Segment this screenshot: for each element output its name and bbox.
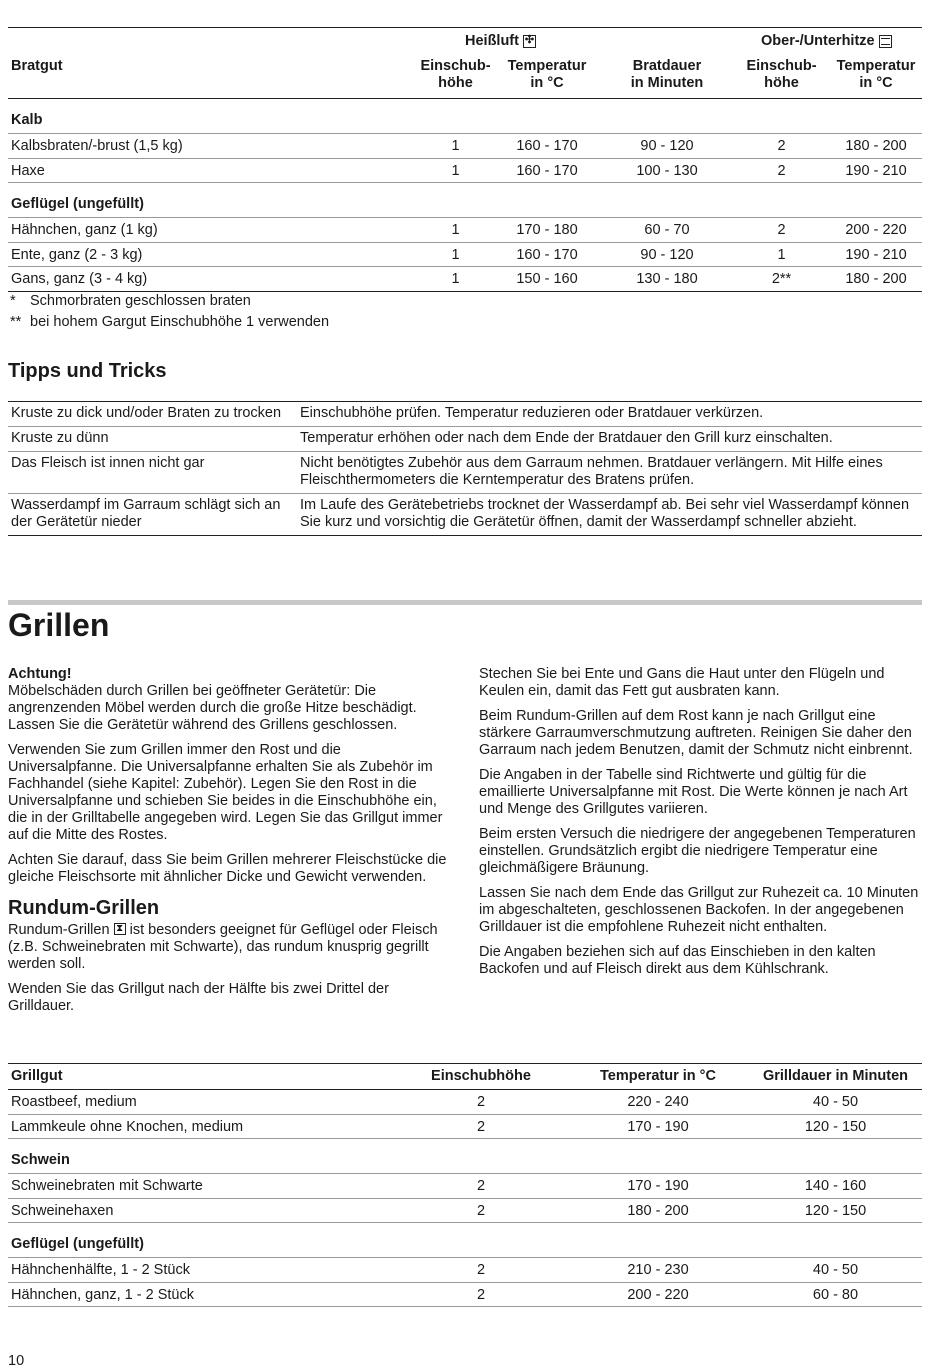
tip-solution: Im Laufe des Gerätebetriebs trocknet der Wasserdampf ab. Bei sehr viel Wasserdampf können Sie kurz und vorsichtig die Gerätetür öffnen, damit der Wasserdampf schneller abzieht.: [300, 497, 910, 530]
table-row: [8, 1199, 922, 1224]
roasting-table: [8, 27, 922, 292]
tips-row: [8, 494, 922, 535]
cell-duration: 100 - 130: [636, 162, 698, 179]
section-row: [8, 1223, 922, 1258]
cell-temperature: 200 - 220: [627, 1286, 689, 1303]
cell-level-hot-air: 1: [451, 222, 460, 238]
table-row: [8, 218, 922, 243]
header-level-top-bottom: Einschub- höhe: [746, 58, 817, 91]
table-row: [8, 1174, 922, 1199]
header-grill-food: Grillgut: [11, 1068, 63, 1084]
cell-temp-hot-air: 160 - 170: [516, 138, 578, 154]
hot-air-fan-icon: [523, 35, 536, 48]
grillen-heading: Grillen: [8, 607, 110, 643]
roasting-table-group-header: [8, 28, 922, 51]
cell-grill-duration: 120 - 150: [804, 1118, 867, 1135]
footnote-2: [10, 314, 329, 331]
top-bottom-heat-label: Ober-/Unterhitze: [761, 33, 875, 49]
cell-food: Hähnchen, ganz (1 kg): [11, 222, 158, 238]
rundum-description: ist besonders geeignet für Geflügel oder Fleisch (z.B. Schweinebraten mit Schwarte), das rundum knusprig gegrillt werden soll.: [8, 922, 438, 972]
tips-heading: Tipps und Tricks: [8, 360, 167, 382]
table-row: [8, 243, 922, 268]
header-temp-hot-air: Temperatur in °C: [507, 58, 587, 91]
cell-level-hot-air: 1: [451, 246, 460, 263]
tips-row: [8, 427, 922, 452]
paragraph: Achten Sie darauf, dass Sie beim Grillen mehrerer Fleischstücke die gleiche Fleischsorte mit ähnlicher Dicke und Gewicht verwenden.: [8, 852, 447, 885]
roasting-table-header: [8, 51, 922, 99]
grilling-table: [8, 1063, 922, 1307]
top-bottom-heat-icon: [879, 35, 892, 48]
cell-grill-duration: 120 - 150: [804, 1202, 867, 1219]
cell-temp-hot-air: 160 - 170: [516, 162, 578, 179]
table-row: [8, 1090, 922, 1115]
tip-solution: Temperatur erhöhen oder nach dem Ende der Bratdauer den Grill kurz einschalten.: [300, 430, 833, 446]
section-title: Geflügel (ungefüllt): [11, 1236, 144, 1252]
table-row: [8, 1283, 922, 1308]
rotisserie-icon: [114, 923, 126, 935]
header-food: Bratgut: [11, 58, 63, 74]
header-grill-duration: Grilldauer in Minuten: [762, 1068, 908, 1084]
cell-duration: 90 - 120: [640, 246, 694, 263]
section-divider: [8, 600, 922, 605]
cell-grill-food: Hähnchenhälfte, 1 - 2 Stück: [11, 1262, 190, 1278]
cell-level: 2: [476, 1286, 486, 1303]
rundum-paragraph-1: [8, 922, 448, 973]
cell-level: 2: [476, 1262, 486, 1278]
section-title: Schwein: [11, 1152, 70, 1168]
grilling-table-header: [8, 1064, 922, 1090]
cell-level-top-bottom: 2: [777, 162, 786, 179]
cell-grill-duration: 40 - 50: [812, 1262, 859, 1278]
cell-temperature: 210 - 230: [627, 1262, 689, 1278]
cell-grill-food: Roastbeef, medium: [11, 1094, 137, 1110]
cell-level: 2: [476, 1118, 486, 1135]
table-row: [8, 159, 922, 184]
top-bottom-heat-group: [761, 33, 892, 50]
cell-food: Ente, ganz (2 - 3 kg): [11, 246, 143, 263]
footnote-mark: **: [10, 314, 22, 330]
cell-duration: 60 - 70: [644, 222, 690, 238]
cell-temp-top-bottom: 180 - 200: [845, 271, 907, 287]
cell-temperature: 180 - 200: [627, 1202, 689, 1219]
cell-grill-food: Schweinebraten mit Schwarte: [11, 1178, 203, 1194]
table-row: [8, 267, 922, 292]
paragraph: Die Angaben in der Tabelle sind Richtwerte und gültig für die emaillierte Universalpfanne mit Rost. Die Werte können je nach Art und Menge des Grillgutes variieren.: [479, 767, 908, 817]
cell-food: Kalbsbraten/-brust (1,5 kg): [11, 138, 183, 154]
cell-grill-duration: 140 - 160: [804, 1178, 867, 1194]
cell-temperature: 170 - 190: [627, 1178, 689, 1194]
rundum-grillen-heading: Rundum-Grillen: [8, 897, 160, 919]
section-row: [8, 99, 922, 134]
table-row: [8, 1115, 922, 1140]
footnote-1: [10, 293, 251, 310]
header-level-hot-air: Einschub- höhe: [420, 58, 491, 91]
cell-grill-duration: 40 - 50: [812, 1094, 859, 1110]
cell-grill-duration: 60 - 80: [812, 1286, 859, 1303]
cell-grill-food: Schweinehaxen: [11, 1202, 114, 1219]
cell-grill-food: Hähnchen, ganz, 1 - 2 Stück: [11, 1286, 194, 1303]
left-column: [8, 666, 448, 1023]
cell-food: Haxe: [11, 162, 45, 179]
left-paragraphs: [8, 742, 448, 886]
paragraph: Beim Rundum-Grillen auf dem Rost kann je nach Grillgut eine stärkere Garraumverschmutzung auftreten. Reinigen Sie daher den Garraum nach jedem Benutzen, damit der Schmutz nicht einbrennt.: [479, 708, 913, 758]
cell-level: 2: [476, 1094, 486, 1110]
cell-temp-top-bottom: 180 - 200: [845, 138, 907, 154]
roasting-table-body: [8, 99, 922, 292]
right-column: [479, 666, 919, 986]
footnote-text: Schmorbraten geschlossen braten: [30, 293, 251, 309]
rundum-paragraph-2: Wenden Sie das Grillgut nach der Hälfte bis zwei Drittel der Grilldauer.: [8, 981, 389, 1014]
cell-level: 2: [476, 1178, 486, 1194]
cell-temp-top-bottom: 190 - 210: [845, 162, 907, 179]
header-level: Einschubhöhe: [431, 1068, 531, 1084]
cell-level-hot-air: 1: [451, 162, 460, 179]
footnote-mark: *: [10, 293, 16, 309]
footnote-text: bei hohem Gargut Einschubhöhe 1 verwenden: [30, 314, 330, 330]
paragraph: Stechen Sie bei Ente und Gans die Haut unter den Flügeln und Keulen ein, damit das Fett gut ausbraten kann.: [479, 666, 885, 699]
section-title: Kalb: [11, 112, 43, 128]
cell-duration: 90 - 120: [640, 138, 694, 154]
cell-level-hot-air: 1: [451, 138, 460, 154]
tip-problem: Kruste zu dick und/oder Braten zu trocken: [11, 405, 282, 421]
header-temperature: Temperatur in °C: [600, 1068, 716, 1084]
section-row: [8, 183, 922, 218]
cell-temp-hot-air: 160 - 170: [516, 246, 578, 263]
tip-problem: Wasserdampf im Garraum schlägt sich an der Gerätetür nieder: [11, 497, 281, 530]
cell-temperature: 170 - 190: [627, 1118, 689, 1135]
cell-temp-top-bottom: 190 - 210: [845, 246, 907, 263]
hot-air-group: [465, 33, 536, 50]
cell-level-top-bottom: 1: [777, 246, 786, 263]
grilling-table-body: [8, 1090, 922, 1307]
cell-level-top-bottom: 2**: [771, 271, 792, 287]
header-temp-top-bottom: Temperatur in °C: [836, 58, 916, 91]
hot-air-label: Heißluft: [465, 33, 519, 49]
cell-temp-hot-air: 150 - 160: [516, 271, 578, 287]
cell-level: 2: [476, 1202, 486, 1219]
section-row: [8, 1139, 922, 1174]
cell-temp-hot-air: 170 - 180: [516, 222, 578, 238]
paragraph: Verwenden Sie zum Grillen immer den Rost und die Universalpfanne. Die Universalpfanne erhalten Sie als Zubehör im Fachhandel (siehe Kapitel: Zubehör). Legen Sie den Rost in die Universalpfanne und schieben Sie beides in die Einschubhöhe ein, die in der Grilltabelle angegeben wird. Legen Sie das Grillgut immer auf die Mitte des Rostes.: [8, 742, 443, 843]
cell-temperature: 220 - 240: [627, 1094, 689, 1110]
cell-grill-food: Lammkeule ohne Knochen, medium: [11, 1118, 244, 1135]
page-number: 10: [8, 1353, 25, 1369]
paragraph: Beim ersten Versuch die niedrigere der angegebenen Temperaturen einstellen. Grundsätzlich ergibt die niedrigere Temperatur eine gleichmäßigere Bräunung.: [479, 826, 916, 876]
paragraph: Lassen Sie nach dem Ende das Grillgut zur Ruhezeit ca. 10 Minuten im abgeschalteten, geschlossenen Backofen. In der angegebenen Grilldauer ist die empfohlene Ruhezeit nicht enthalten.: [479, 885, 919, 935]
tip-problem: Das Fleisch ist innen nicht gar: [11, 455, 205, 471]
cell-level-top-bottom: 2: [777, 222, 786, 238]
cell-temp-top-bottom: 200 - 220: [845, 222, 907, 238]
tips-row: [8, 402, 922, 427]
warning-title: Achtung!: [8, 666, 72, 682]
tip-problem: Kruste zu dünn: [11, 430, 109, 446]
cell-level-hot-air: 1: [451, 271, 460, 287]
section-title: Geflügel (ungefüllt): [11, 196, 144, 212]
tip-solution: Einschubhöhe prüfen. Temperatur reduzieren oder Bratdauer verkürzen.: [300, 405, 764, 421]
cell-level-top-bottom: 2: [777, 138, 786, 154]
cell-duration: 130 - 180: [636, 271, 698, 287]
warning-text: Möbelschäden durch Grillen bei geöffneter Gerätetür: Die angrenzenden Möbel werden durch die große Hitze beschädigt. Lassen Sie die Gerätetür während des Grillens geschlossen.: [8, 683, 417, 733]
cell-food: Gans, ganz (3 - 4 kg): [11, 271, 148, 287]
table-row: [8, 134, 922, 159]
paragraph: Die Angaben beziehen sich auf das Einschieben in den kalten Backofen und auf Fleisch direkt aus dem Kühlschrank.: [479, 944, 876, 977]
tips-table: [8, 401, 922, 536]
rundum-term: Rundum-Grillen: [8, 922, 110, 938]
header-duration: Bratdauer in Minuten: [630, 58, 704, 91]
table-row: [8, 1258, 922, 1283]
tips-row: [8, 452, 922, 494]
tip-solution: Nicht benötigtes Zubehör aus dem Garraum nehmen. Bratdauer verlängern. Mit Hilfe eines Fleischthermometers die Kerntemperatur des Bratens prüfen.: [300, 455, 883, 488]
